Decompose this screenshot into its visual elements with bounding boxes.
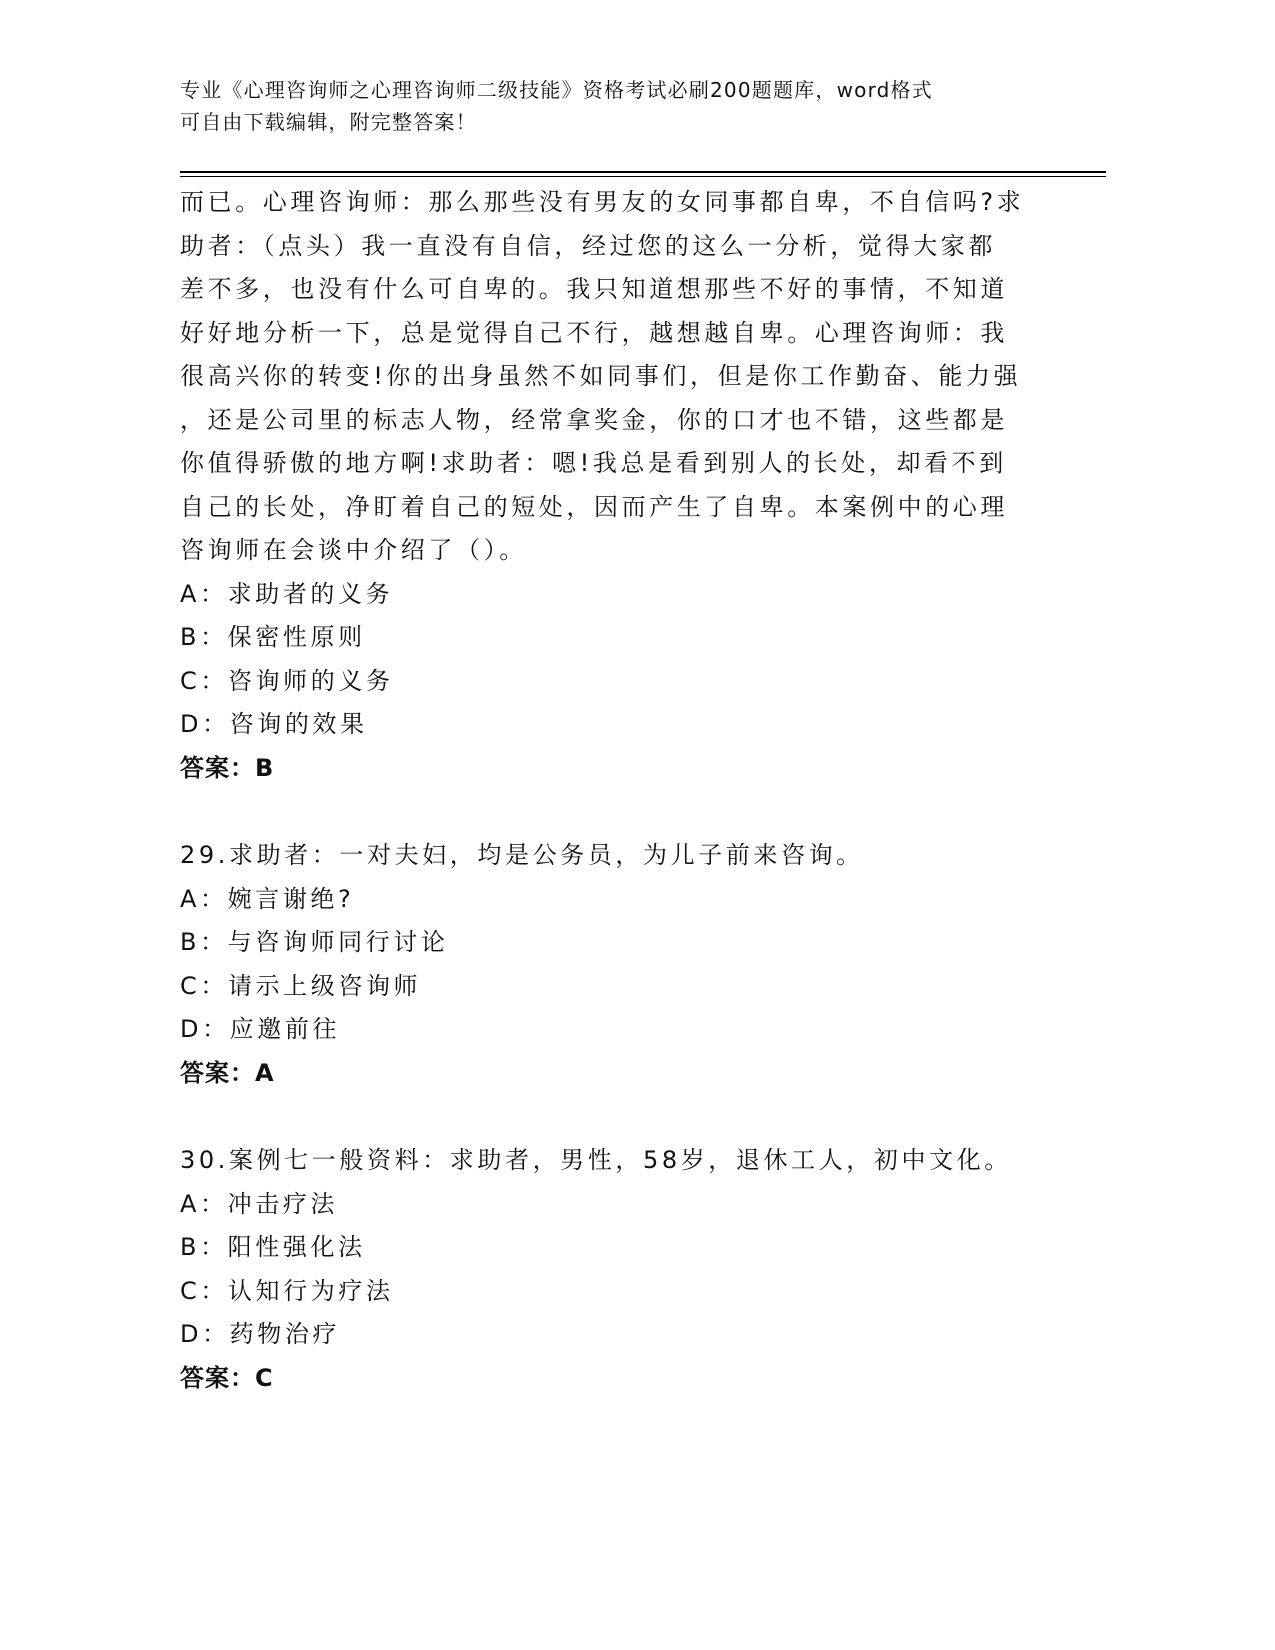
option-b: B：阳性强化法 [180,1233,366,1261]
header-divider-thin [180,176,1106,177]
option-b: B：保密性原则 [180,623,366,651]
question-stem-line: 差不多，也没有什么可自卑的。我只知道想那些不好的事情，不知道 [180,275,1008,303]
option-c: C：请示上级咨询师 [180,972,422,1000]
option-a: A：冲击疗法 [180,1190,339,1218]
answer: 答案：C [180,1364,274,1392]
option-a: A：婉言谢绝? [180,885,355,913]
option-d: D：药物治疗 [180,1320,341,1348]
option-c: C：认知行为疗法 [180,1277,394,1305]
header-divider [180,171,1106,173]
question-stem-line: 很高兴你的转变!你的出身虽然不如同事们，但是你工作勤奋、能力强 [180,362,1022,390]
option-a: A：求助者的义务 [180,580,394,608]
option-b: B：与咨询师同行讨论 [180,928,449,956]
question-stem: 29.求助者：一对夫妇，均是公务员，为儿子前来咨询。 [180,841,864,869]
answer: 答案：B [180,754,275,782]
question-stem-line: 助者：（点头）我一直没有自信，经过您的这么一分析，觉得大家都 [180,232,996,260]
option-d: D：应邀前往 [180,1015,341,1043]
option-d: D：咨询的效果 [180,710,368,738]
option-c: C：咨询师的义务 [180,667,394,695]
answer: 答案：A [180,1059,275,1087]
question-stem-line: ，还是公司里的标志人物，经常拿奖金，你的口才也不错，这些都是 [180,406,1008,434]
question-stem: 30.案例七一般资料：求助者，男性，58岁，退休工人，初中文化。 [180,1146,1012,1174]
question-stem-line: 你值得骄傲的地方啊!求助者：嗯!我总是看到别人的长处，却看不到 [180,449,1007,477]
question-stem-line: 而已。心理咨询师：那么那些没有男友的女同事都自卑，不自信吗?求 [180,188,1025,216]
page-header-line-2: 可自由下载编辑，附完整答案！ [180,110,477,134]
question-stem-line: 好好地分析一下，总是觉得自己不行，越想越自卑。心理咨询师：我 [180,319,1008,347]
page-header-line-1: 专业《心理咨询师之心理咨询师二级技能》资格考试必刷200题题库，word格式 [180,78,933,102]
question-stem-line: 咨询师在会谈中介绍了（）。 [180,536,527,564]
question-stem-line: 自己的长处，净盯着自己的短处，因而产生了自卑。本案例中的心理 [180,493,1008,521]
